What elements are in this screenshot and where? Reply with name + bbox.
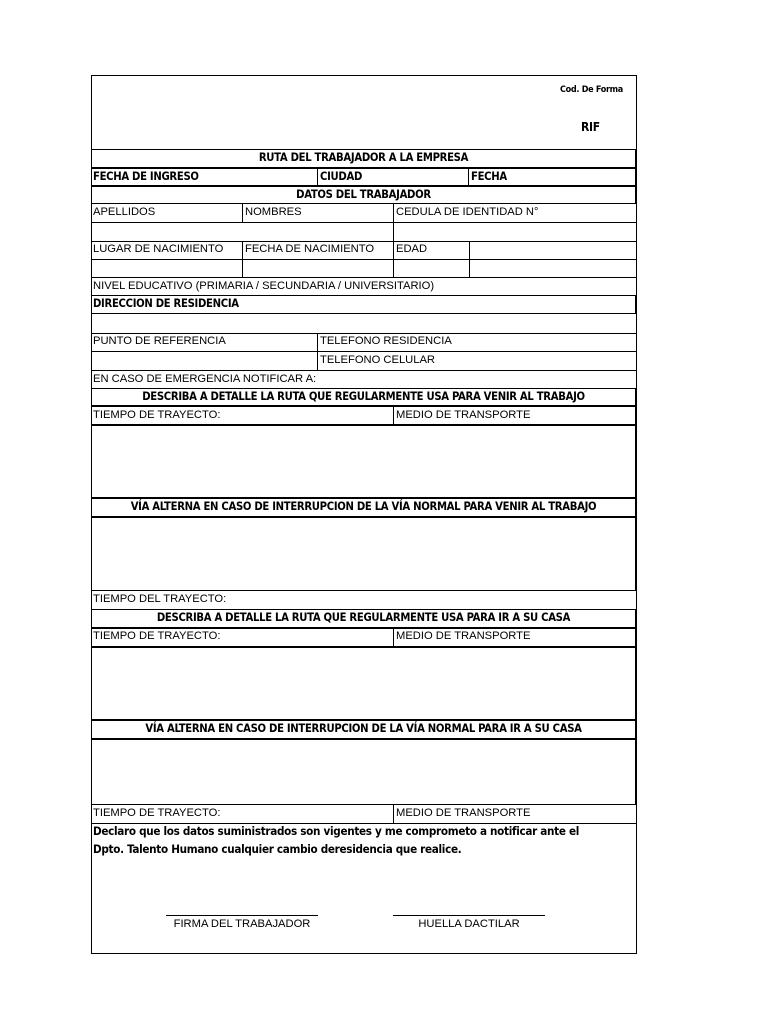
firma-line bbox=[166, 915, 318, 916]
nivel-educativo-label: NIVEL EDUCATIVO (PRIMARIA / SECUNDARIA / UNIVERSITARIO) bbox=[93, 280, 435, 292]
punto-referencia-label: PUNTO DE REFERENCIA bbox=[93, 335, 226, 347]
emergencia-label: EN CASO DE EMERGENCIA NOTIFICAR A: bbox=[93, 373, 317, 385]
edad-label: EDAD bbox=[396, 243, 428, 255]
form-title: RUTA DEL TRABAJADOR A LA EMPRESA bbox=[258, 151, 469, 164]
direccion-label: DIRECCION DE RESIDENCIA bbox=[93, 297, 239, 310]
ruta-trabajo-heading: DESCRIBA A DETALLE LA RUTA QUE REGULARMENTE USA PARA VENIR AL TRABAJO bbox=[142, 390, 585, 403]
rif-label: RIF bbox=[581, 120, 600, 134]
alterna-trabajo-heading: VÍA ALTERNA EN CASO DE INTERRUPCION DE LA VÍA NORMAL PARA VENIR AL TRABAJO bbox=[130, 500, 597, 513]
cod-forma-label: Cod. De Forma bbox=[560, 85, 623, 95]
alterna-trabajo-tiempo-label: TIEMPO DEL TRAYECTO: bbox=[93, 593, 227, 605]
cedula-label: CEDULA DE IDENTIDAD N° bbox=[396, 206, 539, 218]
ruta-casa-medio-label: MEDIO DE TRANSPORTE bbox=[396, 630, 531, 642]
huella-line bbox=[393, 915, 545, 916]
telefono-residencia-label: TELEFONO RESIDENCIA bbox=[320, 335, 452, 347]
ciudad-label: CIUDAD bbox=[320, 170, 363, 183]
ruta-casa-tiempo-label: TIEMPO DE TRAYECTO: bbox=[93, 630, 221, 642]
telefono-celular-label: TELEFONO CELULAR bbox=[320, 354, 436, 366]
apellidos-label: APELLIDOS bbox=[93, 206, 156, 218]
declaracion-line-1: Declaro que los datos suministrados son vigentes y me comprometo a notificar ante el bbox=[93, 824, 580, 838]
huella-label: HUELLA DACTILAR bbox=[418, 918, 520, 930]
nombres-label: NOMBRES bbox=[245, 206, 302, 218]
ruta-trabajo-medio-label: MEDIO DE TRANSPORTE bbox=[396, 409, 531, 421]
lugar-nacimiento-label: LUGAR DE NACIMIENTO bbox=[93, 243, 224, 255]
ruta-trabajo-description-area[interactable] bbox=[91, 425, 636, 498]
alterna-casa-heading: VÍA ALTERNA EN CASO DE INTERRUPCION DE LA VÍA NORMAL PARA IR A SU CASA bbox=[145, 722, 582, 735]
alterna-trabajo-description-area[interactable] bbox=[91, 517, 636, 591]
ruta-casa-heading: DESCRIBA A DETALLE LA RUTA QUE REGULARMENTE USA PARA IR A SU CASA bbox=[156, 611, 571, 624]
fecha-ingreso-label: FECHA DE INGRESO bbox=[93, 170, 199, 183]
alterna-casa-medio-label: MEDIO DE TRANSPORTE bbox=[396, 807, 531, 819]
alterna-casa-tiempo-label: TIEMPO DE TRAYECTO: bbox=[93, 807, 221, 819]
fecha-label: FECHA bbox=[471, 170, 507, 183]
declaracion-line-2: Dpto. Talento Humano cualquier cambio deresidencia que realice. bbox=[93, 842, 462, 856]
datos-heading: DATOS DEL TRABAJADOR bbox=[296, 188, 431, 201]
ruta-casa-description-area[interactable] bbox=[91, 647, 636, 720]
alterna-casa-description-area[interactable] bbox=[91, 739, 636, 805]
fecha-nacimiento-label: FECHA DE NACIMIENTO bbox=[245, 243, 375, 255]
ruta-trabajo-tiempo-label: TIEMPO DE TRAYECTO: bbox=[93, 409, 221, 421]
firma-label: FIRMA DEL TRABAJADOR bbox=[173, 918, 311, 930]
